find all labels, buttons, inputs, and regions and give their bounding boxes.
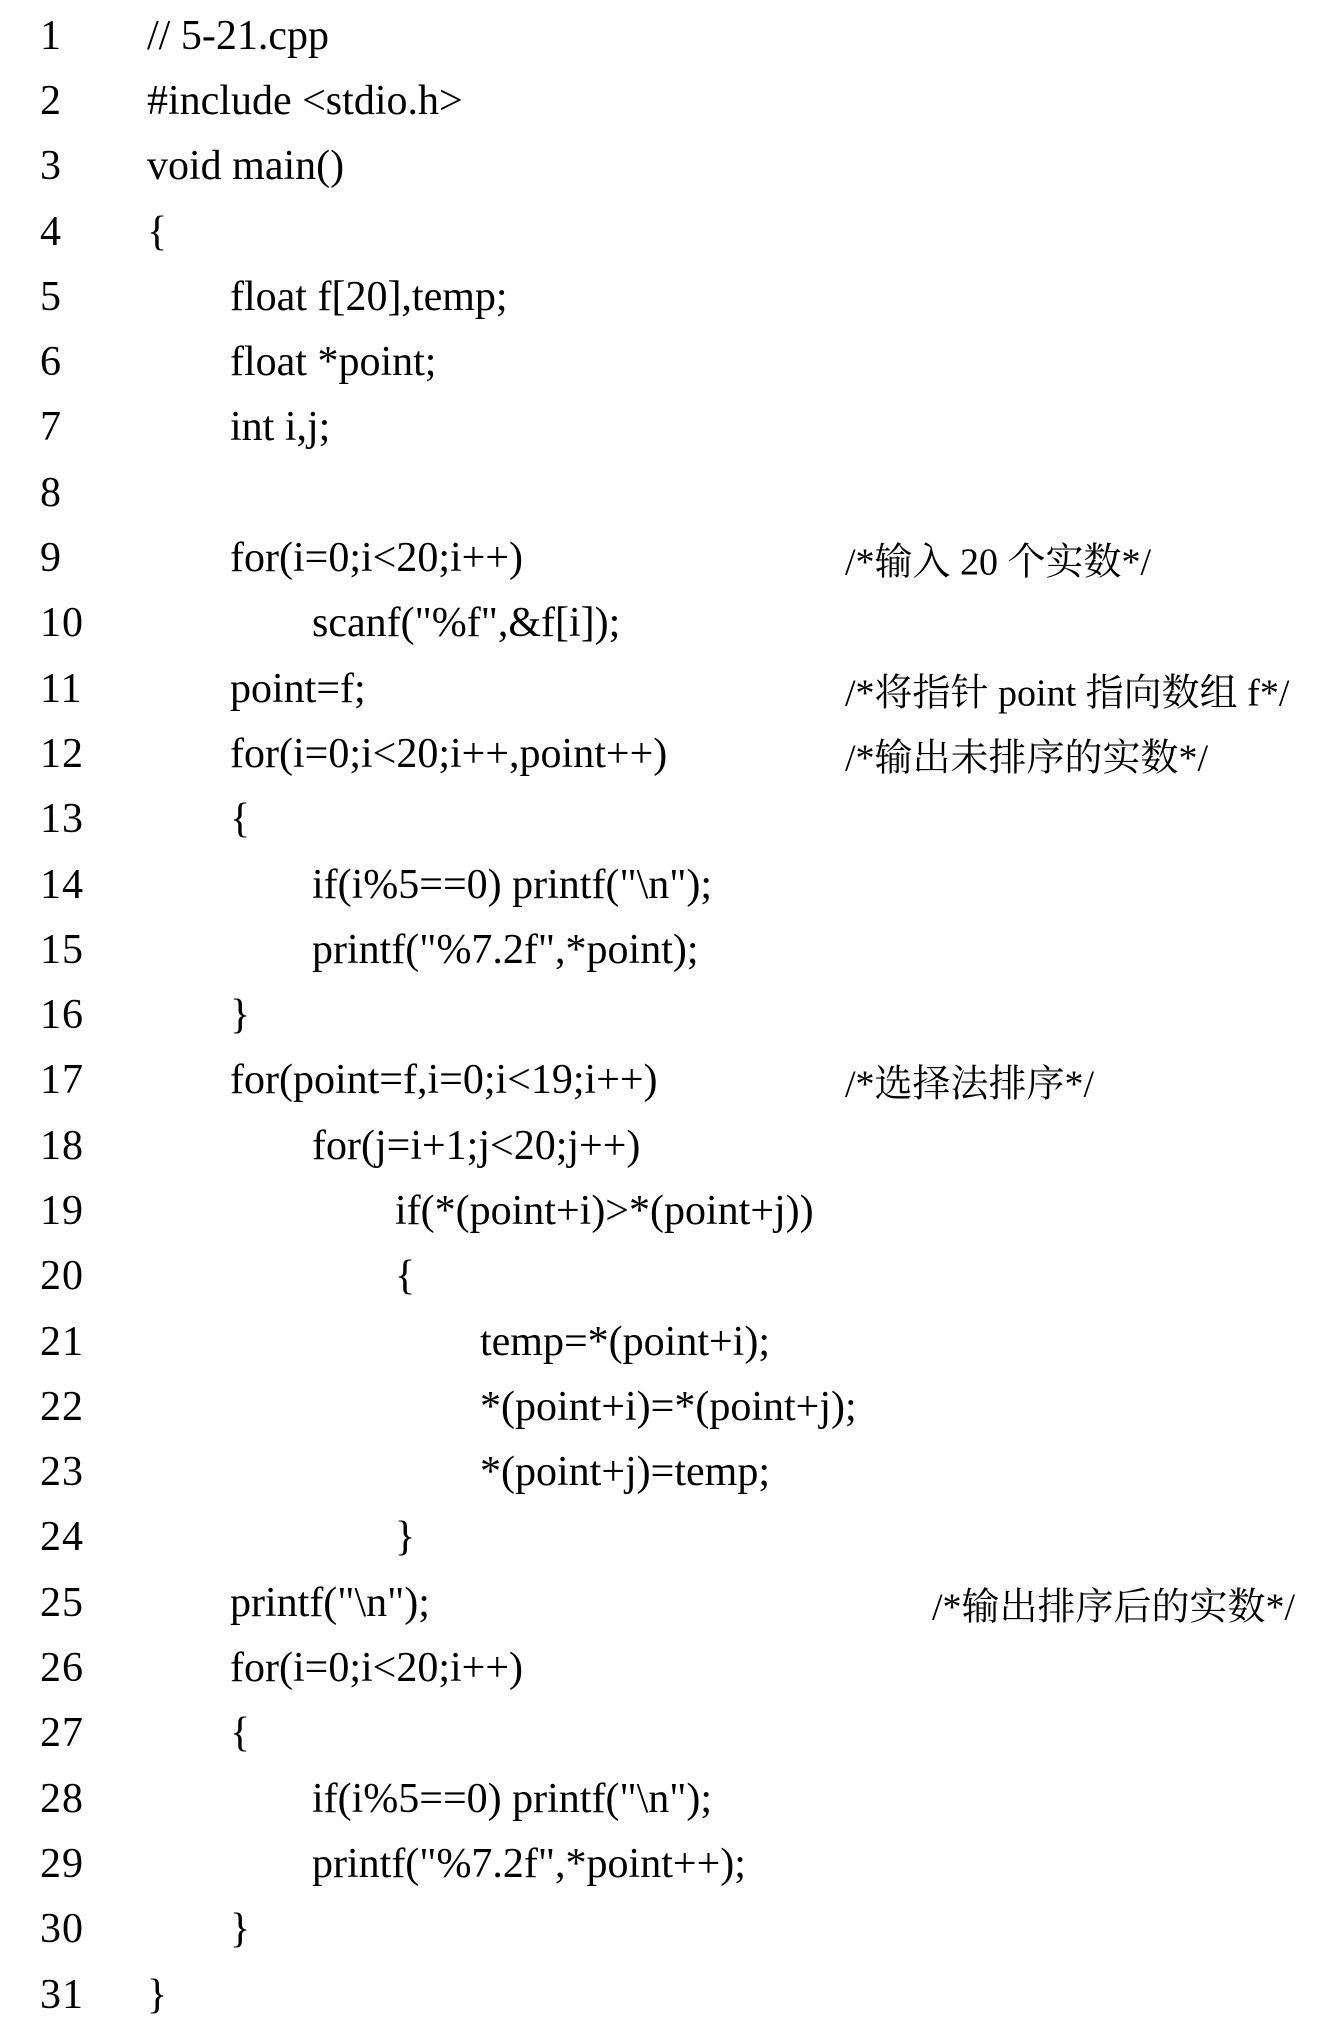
line-number: 27 bbox=[40, 1710, 84, 1757]
line-number: 13 bbox=[40, 796, 84, 843]
code-line-13 bbox=[0, 787, 1335, 852]
code-text: if(*(point+i)>*(point+j)) bbox=[395, 1187, 814, 1234]
line-number: 12 bbox=[40, 730, 84, 777]
code-text: *(point+j)=temp; bbox=[480, 1449, 771, 1496]
code-line-30 bbox=[0, 1897, 1335, 1962]
line-number: 17 bbox=[40, 1057, 84, 1104]
code-line-11 bbox=[0, 656, 1335, 721]
code-line-3 bbox=[0, 134, 1335, 199]
code-text: { bbox=[147, 208, 168, 255]
code-line-22 bbox=[0, 1374, 1335, 1439]
code-text: float *point; bbox=[230, 339, 437, 386]
code-line-31 bbox=[0, 1962, 1335, 2027]
code-text: scanf("%f",&f[i]); bbox=[312, 600, 621, 647]
code-text: for(point=f,i=0;i<19;i++) bbox=[230, 1057, 658, 1104]
code-text: for(i=0;i<20;i++) bbox=[230, 1645, 524, 1692]
code-line-8 bbox=[0, 460, 1335, 525]
line-number: 6 bbox=[40, 339, 62, 386]
code-comment: /*选择法排序*/ bbox=[845, 1063, 1095, 1106]
code-text: temp=*(point+i); bbox=[480, 1318, 771, 1365]
code-line-25 bbox=[0, 1570, 1335, 1635]
code-text: } bbox=[230, 1906, 251, 1953]
code-text: for(i=0;i<20;i++,point++) bbox=[230, 730, 668, 777]
code-line-1 bbox=[0, 3, 1335, 68]
code-line-26 bbox=[0, 1635, 1335, 1700]
code-line-10 bbox=[0, 591, 1335, 656]
code-text: } bbox=[395, 1514, 416, 1561]
code-line-20 bbox=[0, 1244, 1335, 1309]
line-number: 18 bbox=[40, 1122, 84, 1169]
code-line-24 bbox=[0, 1505, 1335, 1570]
code-line-5 bbox=[0, 264, 1335, 329]
code-line-19 bbox=[0, 1178, 1335, 1243]
line-number: 3 bbox=[40, 143, 62, 190]
line-number: 30 bbox=[40, 1906, 84, 1953]
code-comment: /*将指针 point 指向数组 f*/ bbox=[845, 672, 1290, 715]
code-text: printf("%7.2f",*point++); bbox=[312, 1840, 746, 1887]
code-line-16 bbox=[0, 982, 1335, 1047]
code-line-18 bbox=[0, 1113, 1335, 1178]
code-line-29 bbox=[0, 1831, 1335, 1896]
code-text: printf("\n"); bbox=[230, 1579, 430, 1626]
line-number: 25 bbox=[40, 1579, 84, 1626]
code-line-4 bbox=[0, 199, 1335, 264]
code-line-23 bbox=[0, 1440, 1335, 1505]
code-text: { bbox=[395, 1253, 416, 1300]
code-line-9 bbox=[0, 525, 1335, 590]
code-text: // 5-21.cpp bbox=[147, 12, 329, 59]
code-text: { bbox=[230, 796, 251, 843]
line-number: 4 bbox=[40, 208, 62, 255]
line-number: 1 bbox=[40, 12, 62, 59]
code-line-12 bbox=[0, 721, 1335, 786]
code-text: if(i%5==0) printf("\n"); bbox=[312, 1775, 713, 1822]
code-line-14 bbox=[0, 852, 1335, 917]
code-comment: /*输入 20 个实数*/ bbox=[845, 541, 1152, 584]
line-number: 2 bbox=[40, 77, 62, 124]
code-line-6 bbox=[0, 329, 1335, 394]
line-number: 23 bbox=[40, 1449, 84, 1496]
line-number: 20 bbox=[40, 1253, 84, 1300]
line-number: 16 bbox=[40, 992, 84, 1039]
line-number: 10 bbox=[40, 600, 84, 647]
line-number: 19 bbox=[40, 1187, 84, 1234]
line-number: 26 bbox=[40, 1645, 84, 1692]
code-text: if(i%5==0) printf("\n"); bbox=[312, 861, 713, 908]
line-number: 8 bbox=[40, 469, 62, 516]
line-number: 28 bbox=[40, 1775, 84, 1822]
code-text: point=f; bbox=[230, 665, 366, 712]
code-text: } bbox=[230, 992, 251, 1039]
code-comment: /*输出排序后的实数*/ bbox=[932, 1586, 1296, 1629]
line-number: 5 bbox=[40, 273, 62, 320]
code-text: float f[20],temp; bbox=[230, 273, 508, 320]
code-line-15 bbox=[0, 917, 1335, 982]
code-text: *(point+i)=*(point+j); bbox=[480, 1383, 857, 1430]
line-number: 11 bbox=[40, 665, 83, 712]
code-text: void main() bbox=[147, 143, 345, 190]
line-number: 21 bbox=[40, 1318, 84, 1365]
line-number: 24 bbox=[40, 1514, 84, 1561]
code-text: for(i=0;i<20;i++) bbox=[230, 535, 524, 582]
code-line-2 bbox=[0, 68, 1335, 133]
code-text: int i,j; bbox=[230, 404, 331, 451]
line-number: 22 bbox=[40, 1383, 84, 1430]
code-line-27 bbox=[0, 1701, 1335, 1766]
line-number: 14 bbox=[40, 861, 84, 908]
code-text: printf("%7.2f",*point); bbox=[312, 926, 699, 973]
line-number: 9 bbox=[40, 535, 62, 582]
code-comment: /*输出未排序的实数*/ bbox=[845, 737, 1209, 780]
code-text: #include <stdio.h> bbox=[147, 77, 463, 124]
line-number: 15 bbox=[40, 926, 84, 973]
code-line-7 bbox=[0, 395, 1335, 460]
line-number: 31 bbox=[40, 1971, 84, 2018]
code-listing bbox=[0, 3, 1335, 2027]
code-text: { bbox=[230, 1710, 251, 1757]
code-text: } bbox=[147, 1971, 168, 2018]
line-number: 29 bbox=[40, 1840, 84, 1887]
code-text: for(j=i+1;j<20;j++) bbox=[312, 1122, 641, 1169]
code-line-17 bbox=[0, 1048, 1335, 1113]
code-line-28 bbox=[0, 1766, 1335, 1831]
code-line-21 bbox=[0, 1309, 1335, 1374]
line-number: 7 bbox=[40, 404, 62, 451]
